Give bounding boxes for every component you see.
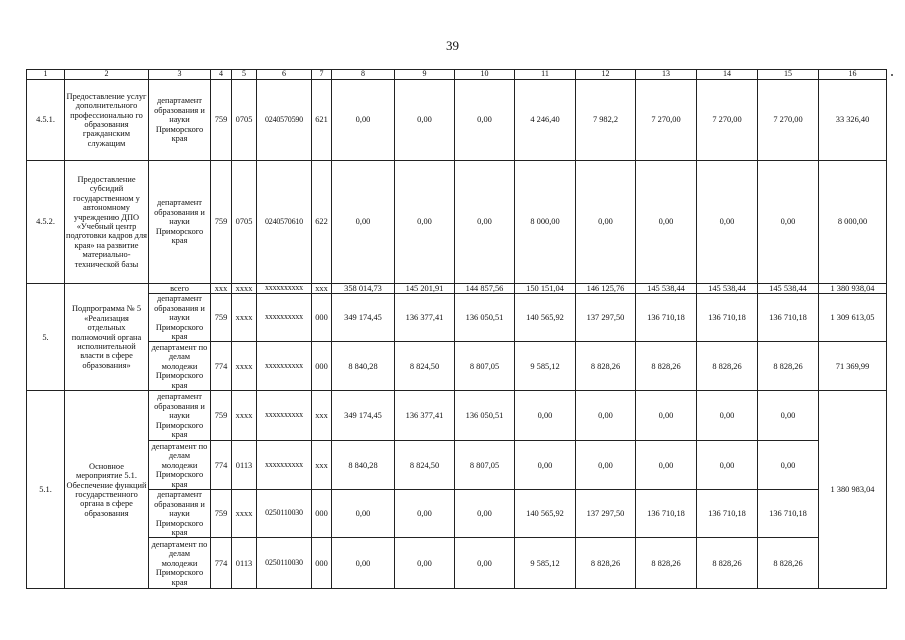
value-cell: 145 538,44 xyxy=(758,284,819,294)
value-cell: 8 807,05 xyxy=(455,441,515,490)
value-cell: 0,00 xyxy=(455,80,515,161)
code-cell: 0113 xyxy=(232,441,257,490)
value-cell: 0,00 xyxy=(697,391,758,441)
value-cell: 8 828,26 xyxy=(697,538,758,589)
value-cell: 4 246,40 xyxy=(515,80,576,161)
value-cell: 0,00 xyxy=(636,161,697,284)
value-cell: 0,00 xyxy=(455,490,515,538)
code-cell: 0705 xyxy=(232,80,257,161)
value-cell: 0,00 xyxy=(455,538,515,589)
row-number: 4.5.1. xyxy=(27,80,65,161)
code-cell: 000 xyxy=(312,294,332,342)
value-cell: 8 828,26 xyxy=(697,342,758,391)
value-cell: 8 840,28 xyxy=(332,441,395,490)
value-cell: 0,00 xyxy=(758,441,819,490)
code-cell: 0250110030 xyxy=(257,490,312,538)
code-cell: xxxxxxxxxx xyxy=(257,284,312,294)
value-cell: 0,00 xyxy=(332,538,395,589)
header-cell: 6 xyxy=(257,70,312,80)
code-cell: xxxx xyxy=(232,294,257,342)
value-cell: 0,00 xyxy=(515,391,576,441)
header-cell: 12 xyxy=(576,70,636,80)
header-cell: 3 xyxy=(149,70,211,80)
code-cell: 0240570590 xyxy=(257,80,312,161)
total-cell: 1 309 613,05 xyxy=(819,294,887,342)
value-cell: 136 050,51 xyxy=(455,391,515,441)
value-cell: 136 710,18 xyxy=(697,294,758,342)
value-cell: 136 710,18 xyxy=(636,294,697,342)
code-cell: xxxxxxxxxx xyxy=(257,441,312,490)
value-cell: 8 828,26 xyxy=(758,538,819,589)
value-cell: 8 828,26 xyxy=(758,342,819,391)
code-cell: xxxx xyxy=(232,490,257,538)
code-cell: 759 xyxy=(211,80,232,161)
value-cell: 136 710,18 xyxy=(758,294,819,342)
value-cell: 7 982,2 xyxy=(576,80,636,161)
value-cell: 0,00 xyxy=(758,161,819,284)
value-cell: 146 125,76 xyxy=(576,284,636,294)
value-cell: 349 174,45 xyxy=(332,294,395,342)
value-cell: 0,00 xyxy=(697,161,758,284)
executor: департамент по делам молодежи Приморского края xyxy=(149,342,211,391)
table-row xyxy=(27,294,887,342)
executor: всего xyxy=(149,284,211,294)
code-cell: 621 xyxy=(312,80,332,161)
value-cell: 0,00 xyxy=(576,161,636,284)
code-cell: 774 xyxy=(211,342,232,391)
table-row xyxy=(27,490,887,538)
value-cell: 0,00 xyxy=(395,80,455,161)
code-cell: 774 xyxy=(211,441,232,490)
code-cell: xxx xyxy=(312,391,332,441)
code-cell: 759 xyxy=(211,294,232,342)
value-cell: 145 201,91 xyxy=(395,284,455,294)
code-cell: xxxx xyxy=(232,342,257,391)
header-row xyxy=(27,70,887,80)
value-cell: 9 585,12 xyxy=(515,538,576,589)
table-row xyxy=(27,284,887,294)
value-cell: 0,00 xyxy=(515,441,576,490)
value-cell: 8 000,00 xyxy=(515,161,576,284)
item-name: Подпрограмма № 5 «Реализация отдельных полномочий органа исполнительной власти в сфере образования» xyxy=(65,284,149,391)
item-name: Предоставление субсидий государственном у автономному учреждению ДПО «Учебный центр подготовки кадров для края» на развитие материально-технической базы xyxy=(65,161,149,284)
table-row xyxy=(27,391,887,441)
executor: департамент образования и науки Приморского края xyxy=(149,80,211,161)
row-number: 4.5.2. xyxy=(27,161,65,284)
value-cell: 0,00 xyxy=(697,441,758,490)
header-cell: 7 xyxy=(312,70,332,80)
value-cell: 145 538,44 xyxy=(697,284,758,294)
value-cell: 7 270,00 xyxy=(697,80,758,161)
header-cell: 1 xyxy=(27,70,65,80)
code-cell: 0705 xyxy=(232,161,257,284)
header-cell: 14 xyxy=(697,70,758,80)
code-cell: 000 xyxy=(312,490,332,538)
header-cell: 4 xyxy=(211,70,232,80)
value-cell: 144 857,56 xyxy=(455,284,515,294)
header-cell: 11 xyxy=(515,70,576,80)
code-cell: 000 xyxy=(312,538,332,589)
value-cell: 0,00 xyxy=(332,161,395,284)
header-cell: 10 xyxy=(455,70,515,80)
value-cell: 145 538,44 xyxy=(636,284,697,294)
code-cell: 622 xyxy=(312,161,332,284)
code-cell: 0240570610 xyxy=(257,161,312,284)
code-cell: 759 xyxy=(211,490,232,538)
value-cell: 137 297,50 xyxy=(576,294,636,342)
value-cell: 136 710,18 xyxy=(697,490,758,538)
value-cell: 9 585,12 xyxy=(515,342,576,391)
value-cell: 8 828,26 xyxy=(636,342,697,391)
code-cell: 759 xyxy=(211,161,232,284)
code-cell: xxxx xyxy=(232,391,257,441)
item-name: Предоставление услуг дополнительного профессионально го образования гражданским служащим xyxy=(65,80,149,161)
total-cell: 1 380 938,04 xyxy=(819,284,887,294)
header-cell: 13 xyxy=(636,70,697,80)
value-cell: 0,00 xyxy=(332,80,395,161)
value-cell: 8 828,26 xyxy=(636,538,697,589)
code-cell: xxx xyxy=(312,441,332,490)
value-cell: 140 565,92 xyxy=(515,294,576,342)
header-cell: 8 xyxy=(332,70,395,80)
value-cell: 0,00 xyxy=(576,391,636,441)
value-cell: 0,00 xyxy=(395,538,455,589)
total-cell: 8 000,00 xyxy=(819,161,887,284)
header-cell: 2 xyxy=(65,70,149,80)
header-cell: 9 xyxy=(395,70,455,80)
code-cell: 000 xyxy=(312,342,332,391)
code-cell: xxx xyxy=(211,284,232,294)
value-cell: 7 270,00 xyxy=(636,80,697,161)
value-cell: 0,00 xyxy=(576,441,636,490)
table-row xyxy=(27,441,887,490)
table-row xyxy=(27,538,887,589)
value-cell: 136 710,18 xyxy=(758,490,819,538)
total-cell: 71 369,99 xyxy=(819,342,887,391)
code-cell: xxxx xyxy=(232,284,257,294)
value-cell: 150 151,04 xyxy=(515,284,576,294)
value-cell: 0,00 xyxy=(455,161,515,284)
executor: департамент образования и науки Приморского края xyxy=(149,391,211,441)
value-cell: 137 297,50 xyxy=(576,490,636,538)
code-cell: 774 xyxy=(211,538,232,589)
scan-mark xyxy=(891,74,893,76)
row-number: 5. xyxy=(27,284,65,391)
executor: департамент образования и науки Приморского края xyxy=(149,294,211,342)
value-cell: 8 824,50 xyxy=(395,441,455,490)
executor: департамент по делам молодежи Приморского края xyxy=(149,441,211,490)
value-cell: 8 824,50 xyxy=(395,342,455,391)
value-cell: 8 828,26 xyxy=(576,538,636,589)
table-row xyxy=(27,161,887,284)
row-number: 5.1. xyxy=(27,391,65,589)
value-cell: 0,00 xyxy=(758,391,819,441)
value-cell: 0,00 xyxy=(395,161,455,284)
budget-table xyxy=(26,69,887,589)
code-cell: 0250110030 xyxy=(257,538,312,589)
executor: департамент по делам молодежи Приморского края xyxy=(149,538,211,589)
header-cell: 15 xyxy=(758,70,819,80)
value-cell: 136 377,41 xyxy=(395,391,455,441)
value-cell: 0,00 xyxy=(636,441,697,490)
value-cell: 0,00 xyxy=(395,490,455,538)
code-cell: xxxxxxxxxx xyxy=(257,294,312,342)
value-cell: 140 565,92 xyxy=(515,490,576,538)
value-cell: 0,00 xyxy=(332,490,395,538)
table-row xyxy=(27,342,887,391)
value-cell: 0,00 xyxy=(636,391,697,441)
value-cell: 136 710,18 xyxy=(636,490,697,538)
value-cell: 8 828,26 xyxy=(576,342,636,391)
code-cell: 759 xyxy=(211,391,232,441)
value-cell: 358 014,73 xyxy=(332,284,395,294)
value-cell: 8 807,05 xyxy=(455,342,515,391)
value-cell: 349 174,45 xyxy=(332,391,395,441)
total-cell: 1 380 983,04 xyxy=(819,391,887,589)
table-row xyxy=(27,80,887,161)
value-cell: 8 840,28 xyxy=(332,342,395,391)
executor: департамент образования и науки Приморского края xyxy=(149,161,211,284)
header-cell: 16 xyxy=(819,70,887,80)
code-cell: xxxxxxxxxx xyxy=(257,391,312,441)
item-name: Основное мероприятие 5.1. Обеспечение функций государственного органа в сфере образования xyxy=(65,391,149,589)
page-number: 39 xyxy=(446,38,459,53)
code-cell: 0113 xyxy=(232,538,257,589)
value-cell: 136 377,41 xyxy=(395,294,455,342)
executor: департамент образования и науки Приморского края xyxy=(149,490,211,538)
value-cell: 7 270,00 xyxy=(758,80,819,161)
header-cell: 5 xyxy=(232,70,257,80)
total-cell: 33 326,40 xyxy=(819,80,887,161)
value-cell: 136 050,51 xyxy=(455,294,515,342)
code-cell: xxxxxxxxxx xyxy=(257,342,312,391)
code-cell: xxx xyxy=(312,284,332,294)
